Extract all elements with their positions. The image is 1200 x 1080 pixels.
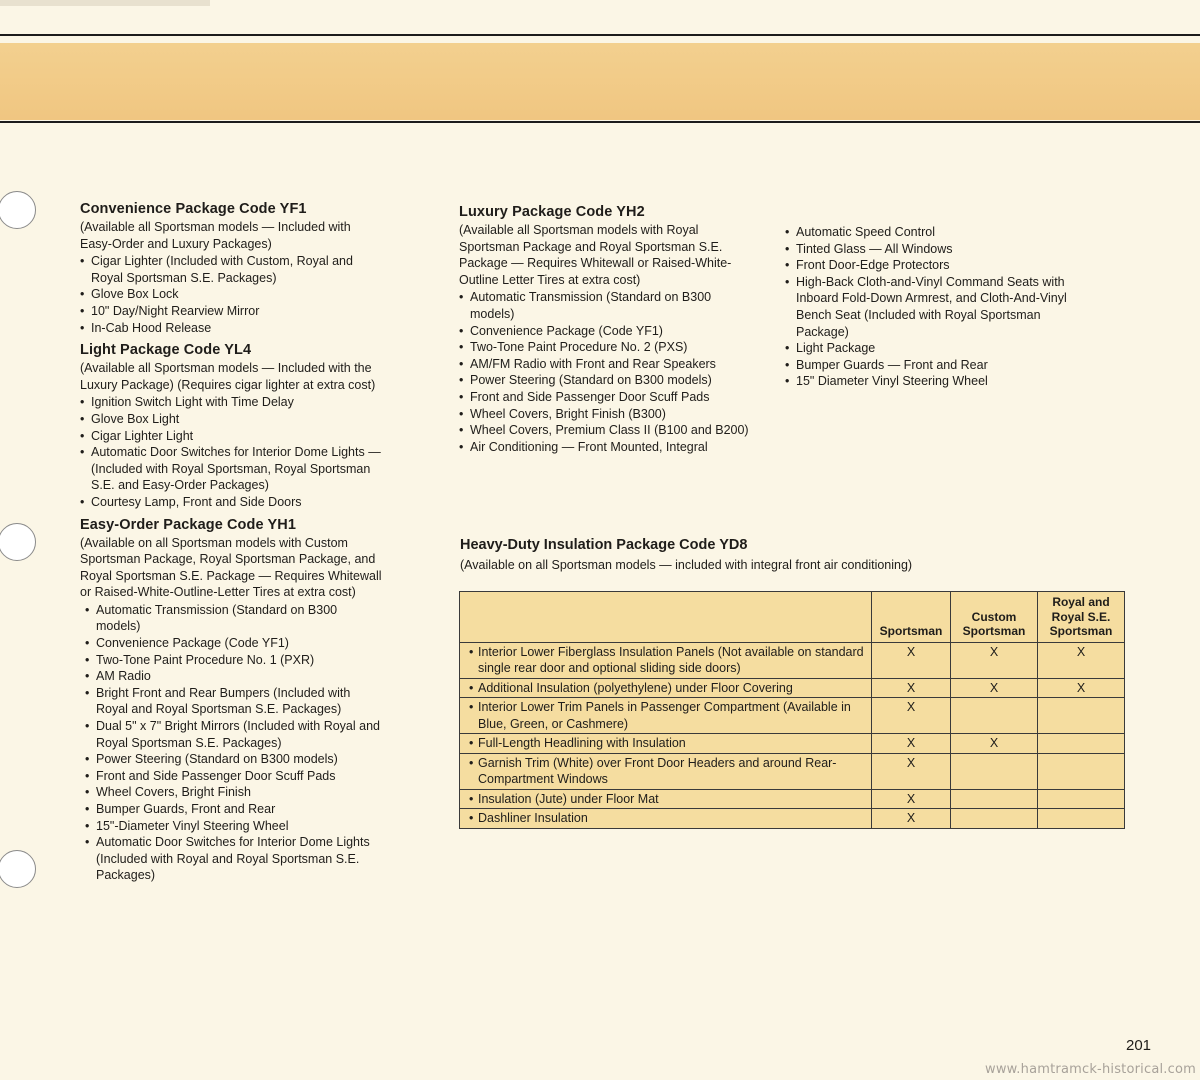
list-item: • Bright Front and Rear Bumpers (Included with Royal and Royal Sportsman S.E. Packages) xyxy=(85,685,385,718)
table-header-row xyxy=(460,592,1125,643)
luxury-package-title: Luxury Package Code YH2 xyxy=(459,204,645,220)
table-row xyxy=(460,753,1125,789)
list-item: • Tinted Glass — All Windows xyxy=(785,241,1085,258)
list-item: • Automatic Door Switches for Interior Dome Lights (Included with Royal and Royal Sportsman S.E. Packages) xyxy=(85,834,385,884)
table-row xyxy=(460,809,1125,829)
row-mark: X xyxy=(951,734,1038,754)
column-header-sportsman: Sportsman xyxy=(872,592,951,643)
heavy-duty-package-title: Heavy-Duty Insulation Package Code YD8 xyxy=(460,537,748,553)
list-item: • Cigar Lighter Light xyxy=(80,428,385,445)
top-rule xyxy=(0,34,1200,36)
row-mark xyxy=(1038,698,1125,734)
luxury-package-note: (Available all Sportsman models with Royal Sportsman Package and Royal Sportsman S.E. Package — Requires Whitewall or Raised-White-Outline Letter Tires at extra cost) xyxy=(459,223,732,287)
list-item: • Convenience Package (Code YF1) xyxy=(459,323,751,340)
table-row xyxy=(460,698,1125,734)
row-mark xyxy=(951,809,1038,829)
row-mark: X xyxy=(872,642,951,678)
page-number: 201 xyxy=(1126,1037,1152,1054)
binder-hole-bottom xyxy=(0,850,36,888)
row-mark: X xyxy=(872,698,951,734)
easy-order-package-note: (Available on all Sportsman models with Custom Sportsman Package, Royal Sportsman Package, and Royal Sportsman S.E. Package — Requires Whitewall or Raised-White-Outline-Letter Tires at extra cost) xyxy=(80,535,382,600)
list-item: • Bumper Guards — Front and Rear xyxy=(785,357,1085,374)
easy-order-package-title: Easy-Order Package Code YH1 xyxy=(80,516,297,533)
heavy-duty-package-note: (Available on all Sportsman models — included with integral front air conditioning) xyxy=(460,558,913,572)
list-item: • Cigar Lighter (Included with Custom, Royal and Royal Sportsman S.E. Packages) xyxy=(80,253,385,286)
list-item: • Automatic Door Switches for Interior Dome Lights — (Included with Royal Sportsman, Royal Sportsman S.E. and Easy-Order Packages) xyxy=(80,444,385,494)
list-item: • Power Steering (Standard on B300 models) xyxy=(459,372,751,389)
row-feature: • Full-Length Headlining with Insulation xyxy=(460,734,872,754)
light-package-note: (Available all Sportsman models — Included with the Luxury Package) (Requires cigar lighter at extra cost) xyxy=(80,361,376,392)
list-item: • High-Back Cloth-and-Vinyl Command Seats with Inboard Fold-Down Armrest, and Cloth-And-Vinyl Bench Seat (Included with Royal Sportsman Package) xyxy=(785,274,1085,340)
row-mark xyxy=(1038,753,1125,789)
row-mark: X xyxy=(872,753,951,789)
row-mark: X xyxy=(872,809,951,829)
row-feature: • Dashliner Insulation xyxy=(460,809,872,829)
list-item: • Ignition Switch Light with Time Delay xyxy=(80,394,385,411)
row-mark xyxy=(1038,734,1125,754)
row-mark: X xyxy=(872,789,951,809)
row-mark: X xyxy=(951,642,1038,678)
list-item: • Two-Tone Paint Procedure No. 2 (PXS) xyxy=(459,339,751,356)
row-mark: X xyxy=(872,678,951,698)
list-item: • 15"-Diameter Vinyl Steering Wheel xyxy=(85,818,385,835)
list-item: • Light Package xyxy=(785,340,1085,357)
list-item: • Glove Box Lock xyxy=(80,286,385,303)
convenience-package-list xyxy=(80,253,385,336)
list-item: • Wheel Covers, Premium Class II (B100 and B200) xyxy=(459,422,751,439)
table-row xyxy=(460,642,1125,678)
list-item: • Bumper Guards, Front and Rear xyxy=(85,801,385,818)
list-item: • Automatic Speed Control xyxy=(785,224,1085,241)
table-header-blank xyxy=(460,592,872,643)
row-mark: X xyxy=(951,678,1038,698)
list-item: • Wheel Covers, Bright Finish xyxy=(85,784,385,801)
list-item: • Automatic Transmission (Standard on B300 models) xyxy=(459,289,751,322)
list-item: • AM/FM Radio with Front and Rear Speakers xyxy=(459,356,751,373)
row-feature: • Additional Insulation (polyethylene) under Floor Covering xyxy=(460,678,872,698)
row-mark xyxy=(951,789,1038,809)
table-row xyxy=(460,734,1125,754)
row-mark xyxy=(951,753,1038,789)
convenience-package-title: Convenience Package Code YF1 xyxy=(80,201,307,217)
list-item: • Front and Side Passenger Door Scuff Pads xyxy=(459,389,751,406)
list-item: • Automatic Transmission (Standard on B300 models) xyxy=(85,602,385,635)
row-feature: • Interior Lower Trim Panels in Passenger Compartment (Available in Blue, Green, or Cashmere) xyxy=(460,698,872,734)
list-item: • Power Steering (Standard on B300 models) xyxy=(85,751,385,768)
row-mark xyxy=(1038,809,1125,829)
list-item: • AM Radio xyxy=(85,668,385,685)
list-item: • Front Door-Edge Protectors xyxy=(785,257,1085,274)
left-column xyxy=(80,201,385,890)
list-item: • 15" Diameter Vinyl Steering Wheel xyxy=(785,373,1085,390)
list-item: • Convenience Package (Code YF1) xyxy=(85,635,385,652)
binder-hole-top xyxy=(0,191,36,229)
luxury-package-section xyxy=(459,204,751,461)
list-item: • Glove Box Light xyxy=(80,411,385,428)
watermark-text: www.hamtramck-historical.com xyxy=(985,1062,1196,1077)
easy-order-package-list xyxy=(80,602,385,884)
row-mark: X xyxy=(1038,642,1125,678)
luxury-package-continued xyxy=(785,224,1085,396)
easy-order-package-section xyxy=(80,517,385,884)
top-edge-strip xyxy=(0,0,210,6)
header-band xyxy=(0,43,1200,120)
binder-hole-middle xyxy=(0,523,36,561)
list-item: • Two-Tone Paint Procedure No. 1 (PXR) xyxy=(85,652,385,669)
column-header-royal-sportsman: Royal and Royal S.E. Sportsman xyxy=(1038,592,1125,643)
luxury-package-list-continued xyxy=(785,224,1085,390)
luxury-package-list xyxy=(459,289,751,455)
column-header-custom-sportsman: Custom Sportsman xyxy=(951,592,1038,643)
row-mark xyxy=(951,698,1038,734)
light-package-title: Light Package Code YL4 xyxy=(80,342,252,359)
light-package-list xyxy=(80,394,385,510)
row-feature: • Garnish Trim (White) over Front Door Headers and around Rear-Compartment Windows xyxy=(460,753,872,789)
row-feature: • Insulation (Jute) under Floor Mat xyxy=(460,789,872,809)
list-item: • In-Cab Hood Release xyxy=(80,320,385,337)
convenience-package-note: (Available all Sportsman models — Included with Easy-Order and Luxury Packages) xyxy=(80,220,351,251)
convenience-package-section xyxy=(80,201,385,336)
insulation-table xyxy=(459,591,1125,829)
list-item: • Front and Side Passenger Door Scuff Pads xyxy=(85,768,385,785)
row-mark xyxy=(1038,789,1125,809)
list-item: • 10" Day/Night Rearview Mirror xyxy=(80,303,385,320)
list-item: • Wheel Covers, Bright Finish (B300) xyxy=(459,406,751,423)
table-row xyxy=(460,678,1125,698)
row-mark: X xyxy=(872,734,951,754)
band-bottom-rule xyxy=(0,121,1200,123)
list-item: • Air Conditioning — Front Mounted, Integral xyxy=(459,439,751,456)
row-feature: • Interior Lower Fiberglass Insulation Panels (Not available on standard single rear door and optional sliding side doors) xyxy=(460,642,872,678)
list-item: • Courtesy Lamp, Front and Side Doors xyxy=(80,494,385,511)
list-item: • Dual 5" x 7" Bright Mirrors (Included with Royal and Royal Sportsman S.E. Packages) xyxy=(85,718,385,751)
light-package-section xyxy=(80,342,385,510)
table-row xyxy=(460,789,1125,809)
row-mark: X xyxy=(1038,678,1125,698)
